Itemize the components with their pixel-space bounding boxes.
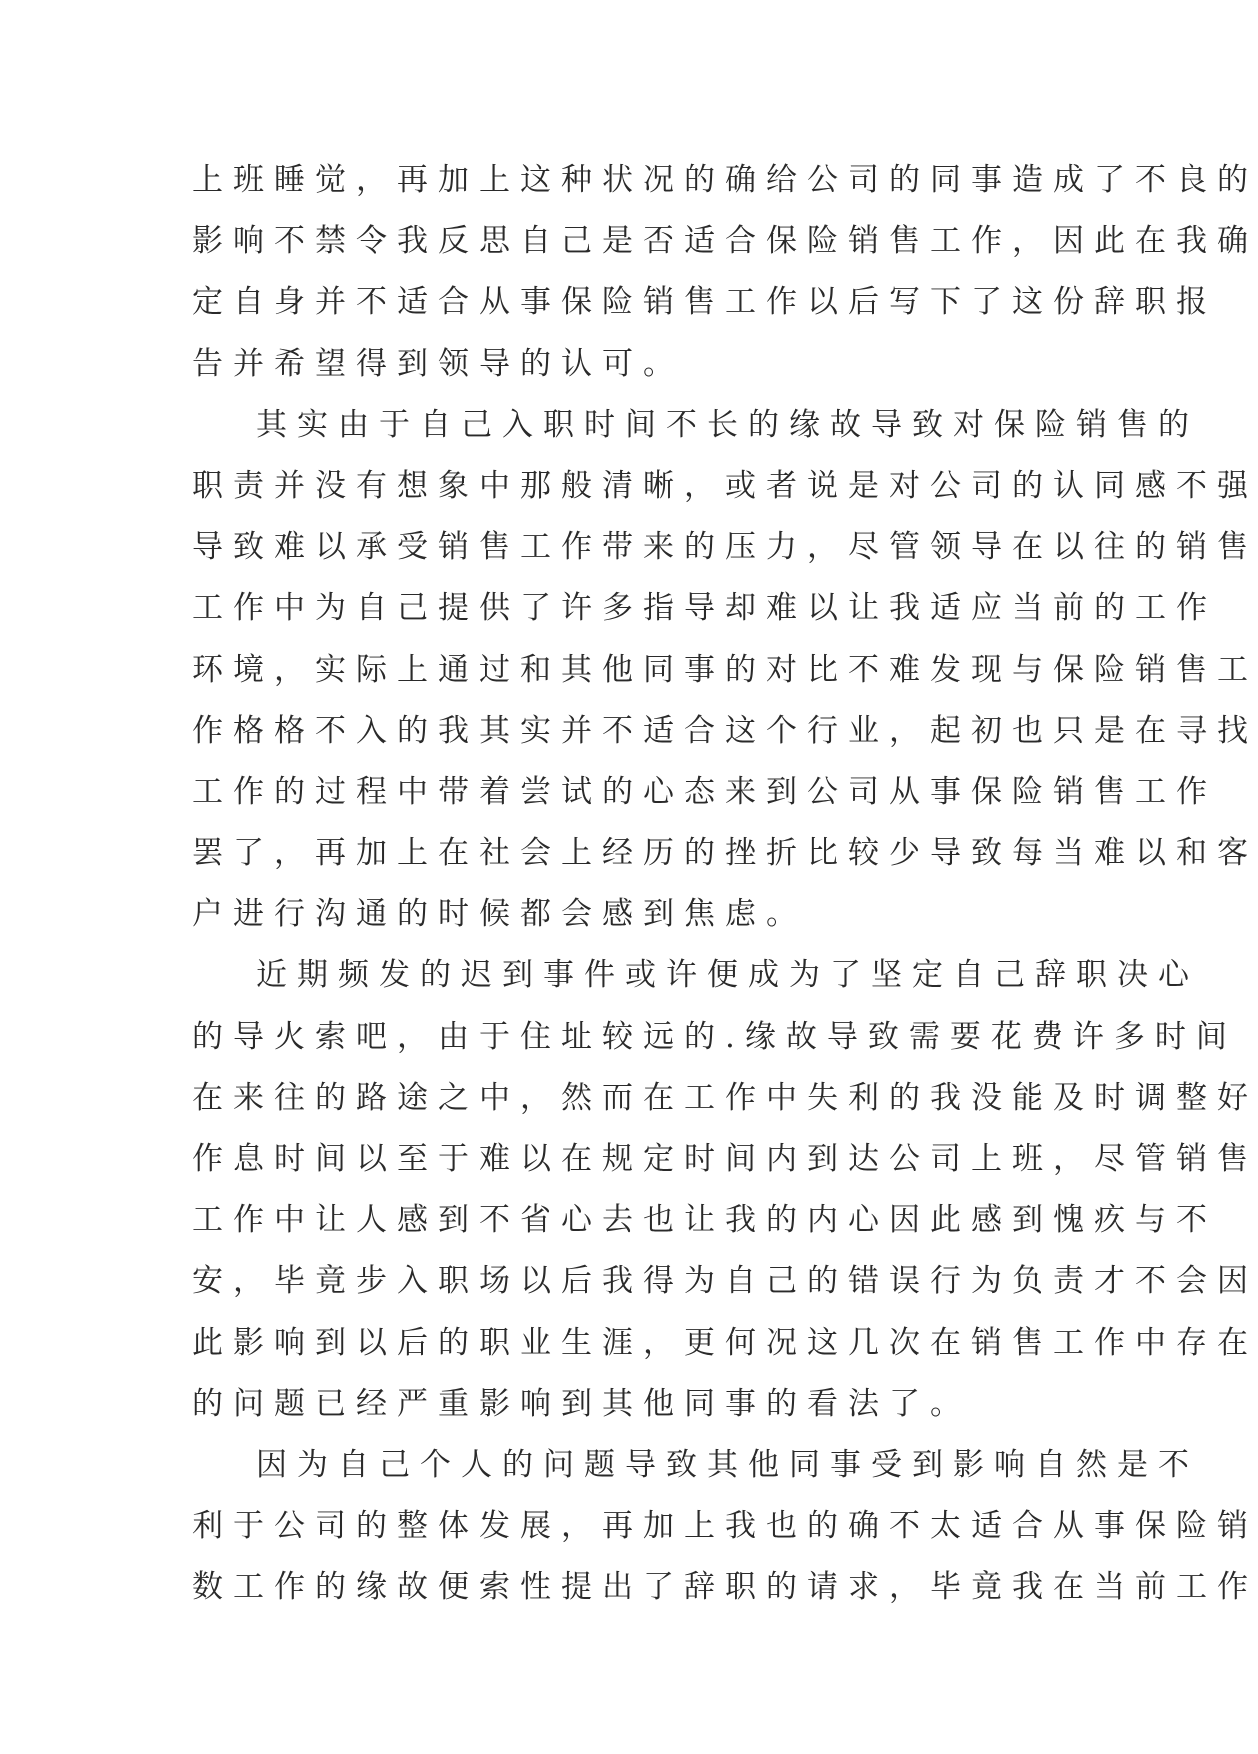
text-line: 工作中让人感到不省心去也让我的内心因此感到愧疚与不 [192, 1202, 1217, 1239]
text-line: 定自身并不适合从事保险销售工作以后写下了这份辞职报 [192, 284, 1217, 321]
text-line: 此影响到以后的职业生涯，更何况这几次在销售工作中存在 [192, 1324, 1258, 1361]
text-line: 导致难以承受销售工作带来的压力，尽管领导在以往的销售 [192, 529, 1258, 566]
text-line: 工作中为自己提供了许多指导却难以让我适应当前的工作 [192, 590, 1217, 627]
text-line: 安，毕竟步入职场以后我得为自己的错误行为负责才不会因 [192, 1263, 1258, 1300]
text-line: 作格格不入的我其实并不适合这个行业，起初也只是在寻找 [192, 712, 1258, 749]
text-line: 环境，实际上通过和其他同事的对比不难发现与保险销售工 [192, 651, 1258, 688]
body-text [192, 150, 1258, 1619]
text-line: 作息时间以至于难以在规定时间内到达公司上班，尽管销售 [192, 1141, 1258, 1177]
text-line: 罢了，再加上在社会上经历的挫折比较少导致每当难以和客 [192, 835, 1258, 872]
paragraph-start-line: 其实由于自己入职时间不长的缘故导致对保险销售的 [256, 406, 1199, 443]
paragraph-start-line: 因为自己个人的问题导致其他同事受到影响自然是不 [256, 1446, 1199, 1483]
text-line: 的问题已经严重影响到其他同事的看法了。 [192, 1385, 971, 1422]
paragraph-start-line: 近期频发的迟到事件或许便成为了坚定自己辞职决心 [256, 957, 1199, 994]
text-line: 工作的过程中带着尝试的心态来到公司从事保险销售工作 [192, 773, 1217, 810]
text-line: 户进行沟通的时候都会感到焦虑。 [192, 896, 807, 933]
text-line: 利于公司的整体发展，再加上我也的确不太适合从事保险销 [192, 1508, 1258, 1545]
text-line: 职责并没有想象中那般清晰，或者说是对公司的认同感不强 [192, 467, 1258, 504]
text-line: 的导火索吧，由于住址较远的.缘故导致需要花费许多时间 [192, 1018, 1237, 1055]
text-line: 在来往的路途之中，然而在工作中失利的我没能及时调整好 [192, 1079, 1258, 1116]
text-line: 数工作的缘故便索性提出了辞职的请求，毕竟我在当前工作 [192, 1569, 1258, 1606]
text-line: 上班睡觉，再加上这种状况的确给公司的同事造成了不良的 [192, 162, 1258, 198]
text-line: 告并希望得到领导的认可。 [192, 345, 684, 382]
text-line: 影响不禁令我反思自己是否适合保险销售工作，因此在我确 [192, 223, 1258, 260]
